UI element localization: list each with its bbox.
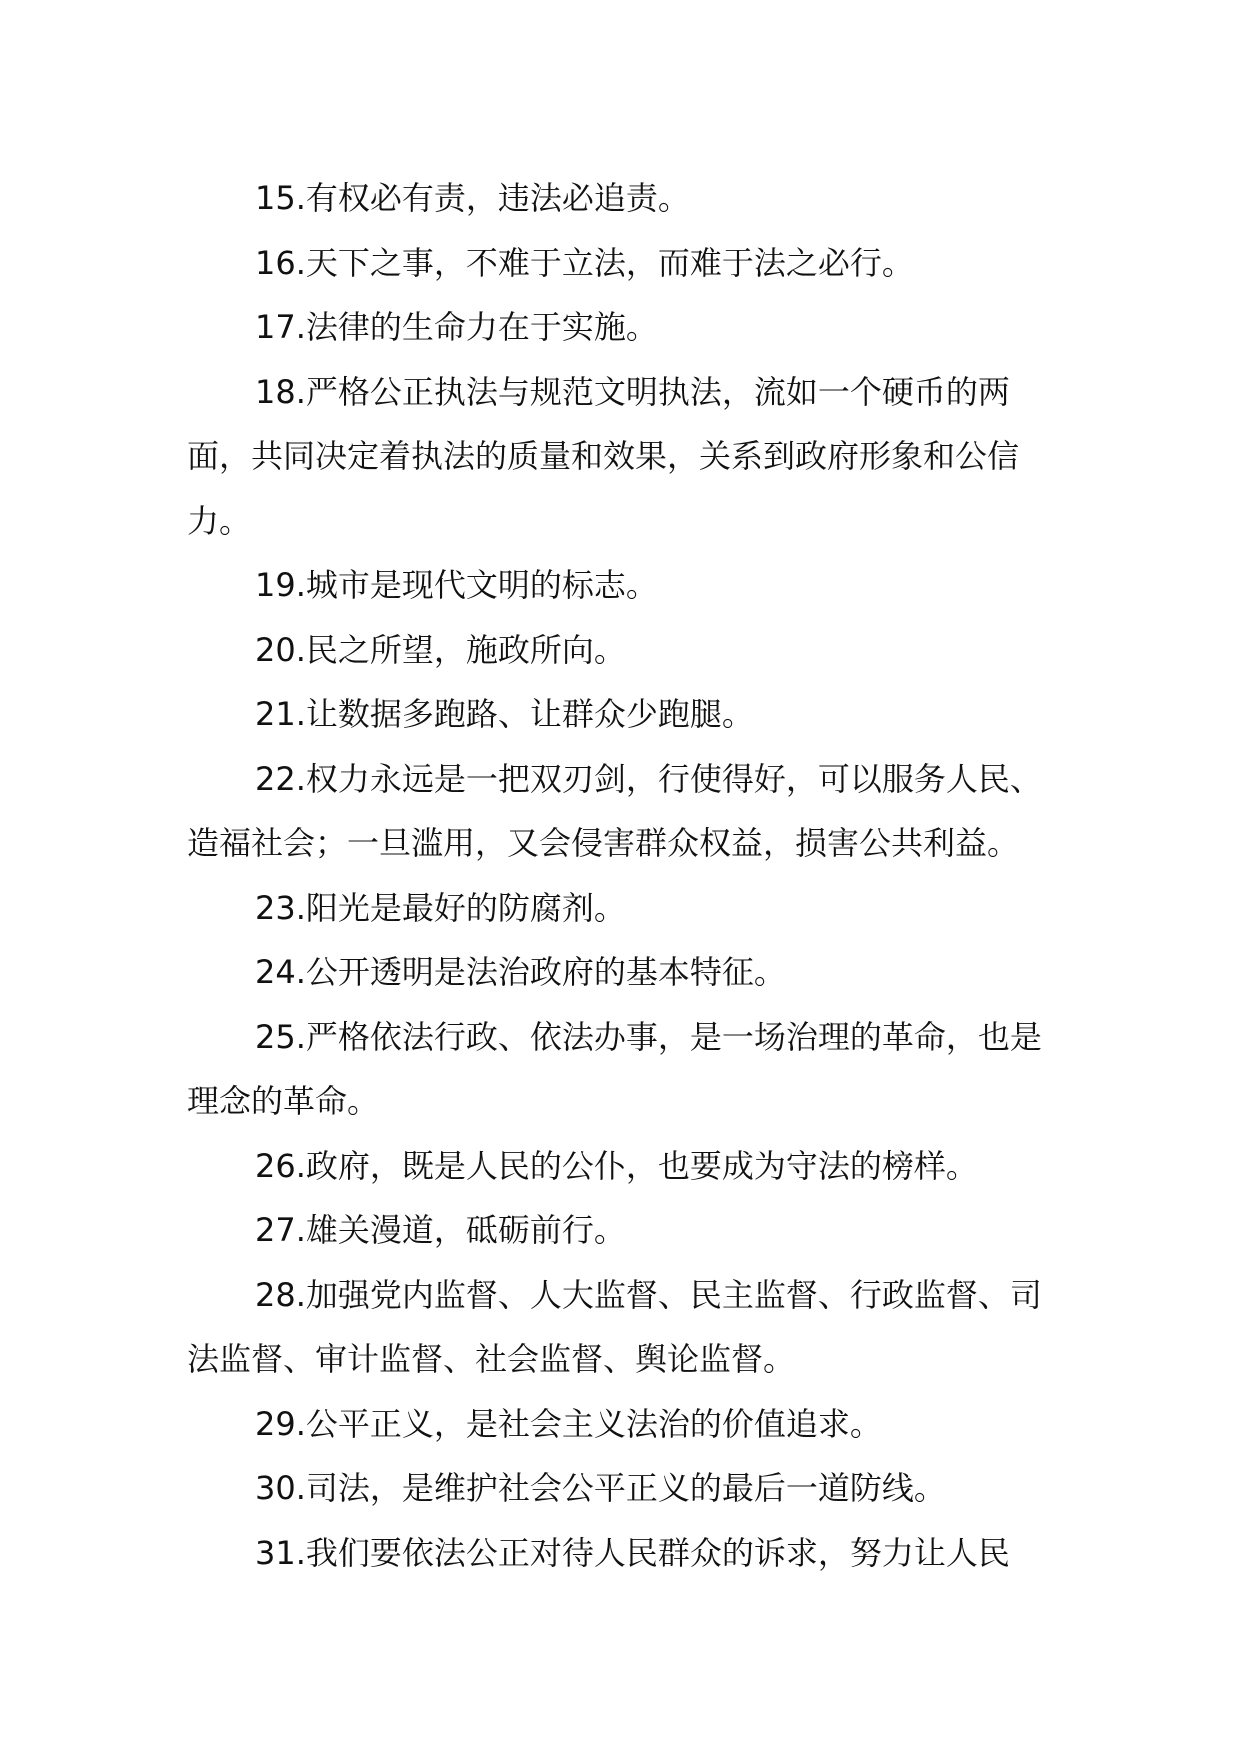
- list-item: 27.雄关漫道，砥砺前行。: [255, 1211, 626, 1249]
- list-item: 18.严格公正执法与规范文明执法，流如一个硬币的两面，共同决定着执法的质量和效果，关系到政府形象和公信力。: [187, 372, 1020, 540]
- list-item: 21.让数据多跑路、让群众少跑腿。: [255, 695, 754, 733]
- list-item: 23.阳光是最好的防腐剂。: [255, 888, 626, 927]
- list-item: 30.司法，是维护社会公平正义的最后一道防线。: [255, 1469, 946, 1507]
- list-item: 19.城市是现代文明的标志。: [255, 566, 658, 604]
- list-item: 26.政府，既是人民的公仆，也要成为守法的榜样。: [255, 1146, 978, 1185]
- list-item: 22.权力永远是一把双刃剑，行使得好，可以服务人民、造福社会；一旦滥用，又会侵害群众权益，损害公共利益。: [187, 759, 1042, 862]
- list-item: 25.严格依法行政、依法办事，是一场治理的革命，也是理念的革命。: [187, 1017, 1042, 1120]
- list-item: 24.公开透明是法治政府的基本特征。: [255, 953, 786, 991]
- list-item: 16.天下之事，不难于立法，而难于法之必行。: [255, 243, 914, 282]
- list-item: 20.民之所望，施政所向。: [255, 630, 626, 669]
- list-item: 29.公平正义，是社会主义法治的价值追求。: [255, 1404, 882, 1443]
- document-body: [187, 166, 1065, 1585]
- list-item: 17.法律的生命力在于实施。: [255, 308, 658, 346]
- list-item: 28.加强党内监督、人大监督、民主监督、行政监督、司法监督、审计监督、社会监督、舆论监督。: [187, 1275, 1042, 1378]
- list-item: 15.有权必有责，违法必追责。: [255, 179, 690, 217]
- list-item: 31.我们要依法公正对待人民群众的诉求，努力让人民: [255, 1533, 1010, 1572]
